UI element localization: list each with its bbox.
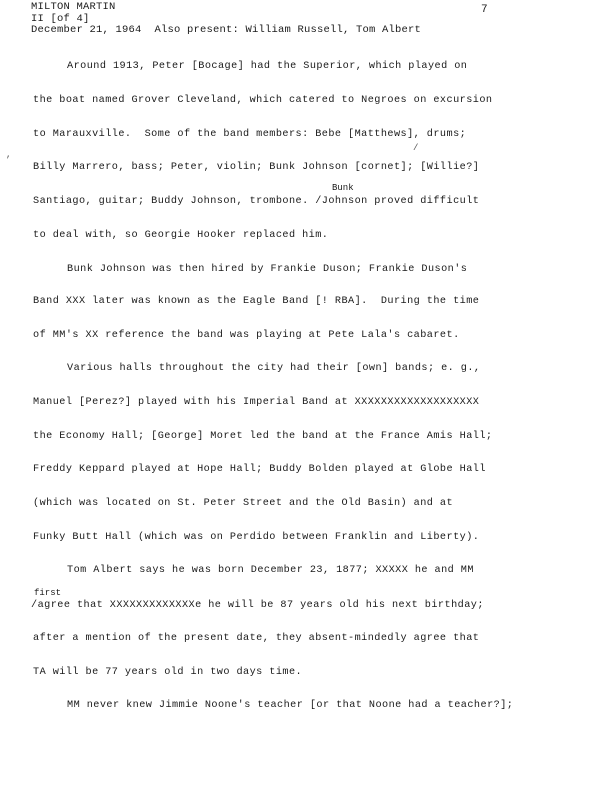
text-line: Manuel [Perez?] played with his Imperial Band at XXXXXXXXXXXXXXXXXXX xyxy=(33,397,480,408)
text-line: of MM's XX reference the band was playing at Pete Lala's cabaret. xyxy=(33,330,460,341)
margin-mark: , xyxy=(6,150,12,160)
text-line: Tom Albert says he was born December 23, 1877; XXXXX he and MM xyxy=(67,565,474,576)
margin-mark: / xyxy=(413,143,419,153)
header-name: MILTON MARTIN xyxy=(31,1,116,13)
text-line: Freddy Keppard played at Hope Hall; Buddy Bolden played at Globe Hall xyxy=(33,464,486,475)
header-tape: II [of 4] xyxy=(31,12,90,25)
text-line: /agree that XXXXXXXXXXXXXe he will be 87 years old his next birthday; xyxy=(31,600,484,611)
text-line: the Economy Hall; [George] Moret led the band at the France Amis Hall; xyxy=(33,431,493,442)
text-line: Bunk Johnson was then hired by Frankie Duson; Frankie Duson's xyxy=(67,264,468,275)
text-line: TA will be 77 years old in two days time. xyxy=(33,667,303,678)
text-line: MM never knew Jimmie Noone's teacher [or that Noone had a teacher?]; xyxy=(67,700,514,711)
text-line: Billy Marrero, bass; Peter, violin; Bunk Johnson [cornet]; [Willie?] xyxy=(33,162,480,173)
text-line: Funky Butt Hall (which was on Perdido between Franklin and Liberty). xyxy=(33,532,480,543)
text-line: Band XXX later was known as the Eagle Band [! RBA]. During the time xyxy=(33,296,480,307)
page-number: 7 xyxy=(481,4,488,16)
handwritten-insert-bunk: Bunk xyxy=(332,183,354,193)
header-date-present: December 21, 1964 Also present: William Russell, Tom Albert xyxy=(31,24,422,36)
text-line: after a mention of the present date, they absent-mindedly agree that xyxy=(33,633,480,644)
text-line: Santiago, guitar; Buddy Johnson, trombone. /Johnson proved difficult xyxy=(33,196,480,207)
text-line: the boat named Grover Cleveland, which catered to Negroes on excursion xyxy=(33,95,493,106)
text-line: Various halls throughout the city had their [own] bands; e. g., xyxy=(67,363,481,374)
text-line: to Marauxville. Some of the band members: Bebe [Matthews], drums; xyxy=(33,129,467,140)
document-header xyxy=(31,2,421,37)
text-line: (which was located on St. Peter Street and the Old Basin) and at xyxy=(33,498,454,509)
text-line: Around 1913, Peter [Bocage] had the Superior, which played on xyxy=(67,61,468,72)
handwritten-insert-first: first xyxy=(34,588,62,598)
text-line: to deal with, so Georgie Hooker replaced him. xyxy=(33,230,329,241)
